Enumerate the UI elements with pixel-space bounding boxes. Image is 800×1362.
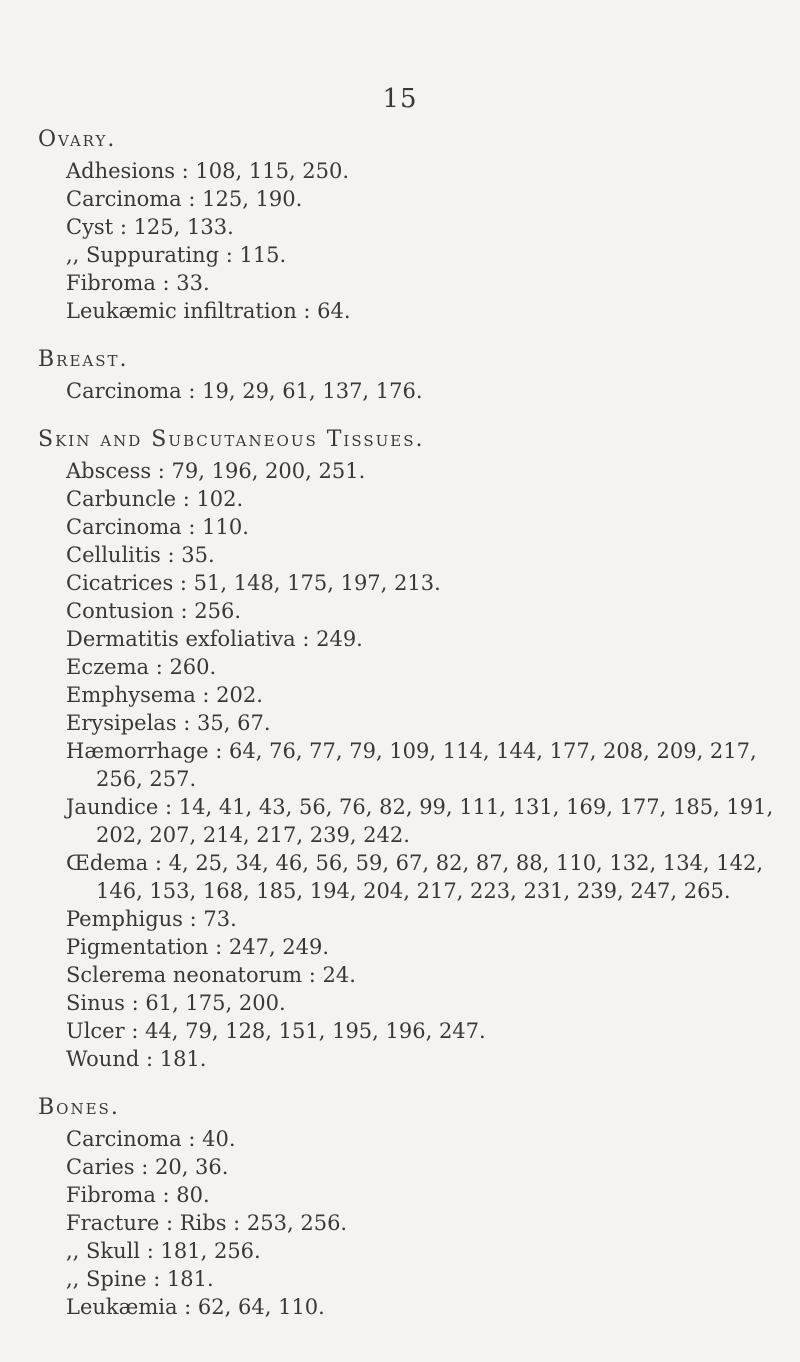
index-entry: Pigmentation : 247, 249. [66, 935, 330, 959]
section-breast [38, 345, 778, 405]
index-entry: Sinus : 61, 175, 200. [66, 991, 286, 1015]
index-entry: ,, Suppurating : 115. [66, 243, 287, 267]
index-entry: Eczema : 260. [66, 655, 217, 679]
index-content [38, 125, 778, 1341]
index-entry: Emphysema : 202. [66, 683, 263, 707]
section-ovary [38, 125, 778, 325]
index-entry: Abscess : 79, 196, 200, 251. [66, 459, 366, 483]
index-entry: Erysipelas : 35, 67. [66, 711, 271, 735]
index-entry: Fracture : Ribs : 253, 256. [66, 1211, 348, 1235]
index-entry: Sclerema neonatorum : 24. [66, 963, 356, 987]
index-entry: Hæmorrhage : 64, 76, 77, 79, 109, 114, 144, 177, 208, 209, 217, 256, 257. [66, 739, 757, 791]
index-entry: Carcinoma : 40. [66, 1127, 236, 1151]
section-skin [38, 425, 778, 1073]
index-entry: Carbuncle : 102. [66, 487, 244, 511]
index-entry: ,, Skull : 181, 256. [66, 1239, 261, 1263]
index-entry: Leukæmia : 62, 64, 110. [66, 1295, 325, 1319]
index-entry: Carcinoma : 19, 29, 61, 137, 176. [66, 379, 423, 403]
section-heading: Skin and Subcutaneous Tissues. [38, 427, 425, 452]
section-bones [38, 1093, 778, 1321]
page-number: 15 [382, 84, 418, 114]
index-entry: Œdema : 4, 25, 34, 46, 56, 59, 67, 82, 87, 88, 110, 132, 134, 142, 146, 153, 168, 185, 194, 204, 217, 223, 231, 239, 247, 265. [66, 851, 764, 903]
index-entry: Fibroma : 80. [66, 1183, 210, 1207]
index-entry: Wound : 181. [66, 1047, 207, 1071]
index-entry: Carcinoma : 110. [66, 515, 249, 539]
index-entry: Leukæmic infiltration : 64. [66, 299, 351, 323]
index-entry: Jaundice : 14, 41, 43, 56, 76, 82, 99, 111, 131, 169, 177, 185, 191, 202, 207, 214, 217, 239, 242. [66, 795, 774, 847]
index-entry: Dermatitis exfoliativa : 249. [66, 627, 363, 651]
section-heading: Bones. [38, 1095, 120, 1120]
section-heading: Ovary. [38, 127, 117, 152]
index-entry: Caries : 20, 36. [66, 1155, 229, 1179]
index-entry: Cyst : 125, 133. [66, 215, 234, 239]
index-entry: Cicatrices : 51, 148, 175, 197, 213. [66, 571, 441, 595]
section-heading: Breast. [38, 347, 129, 372]
index-entry: ,, Spine : 181. [66, 1267, 214, 1291]
index-entry: Carcinoma : 125, 190. [66, 187, 303, 211]
index-entry: Contusion : 256. [66, 599, 242, 623]
index-entry: Pemphigus : 73. [66, 907, 237, 931]
index-entry: Cellulitis : 35. [66, 543, 215, 567]
index-entry: Adhesions : 108, 115, 250. [66, 159, 350, 183]
index-entry: Fibroma : 33. [66, 271, 210, 295]
index-entry: Ulcer : 44, 79, 128, 151, 195, 196, 247. [66, 1019, 486, 1043]
